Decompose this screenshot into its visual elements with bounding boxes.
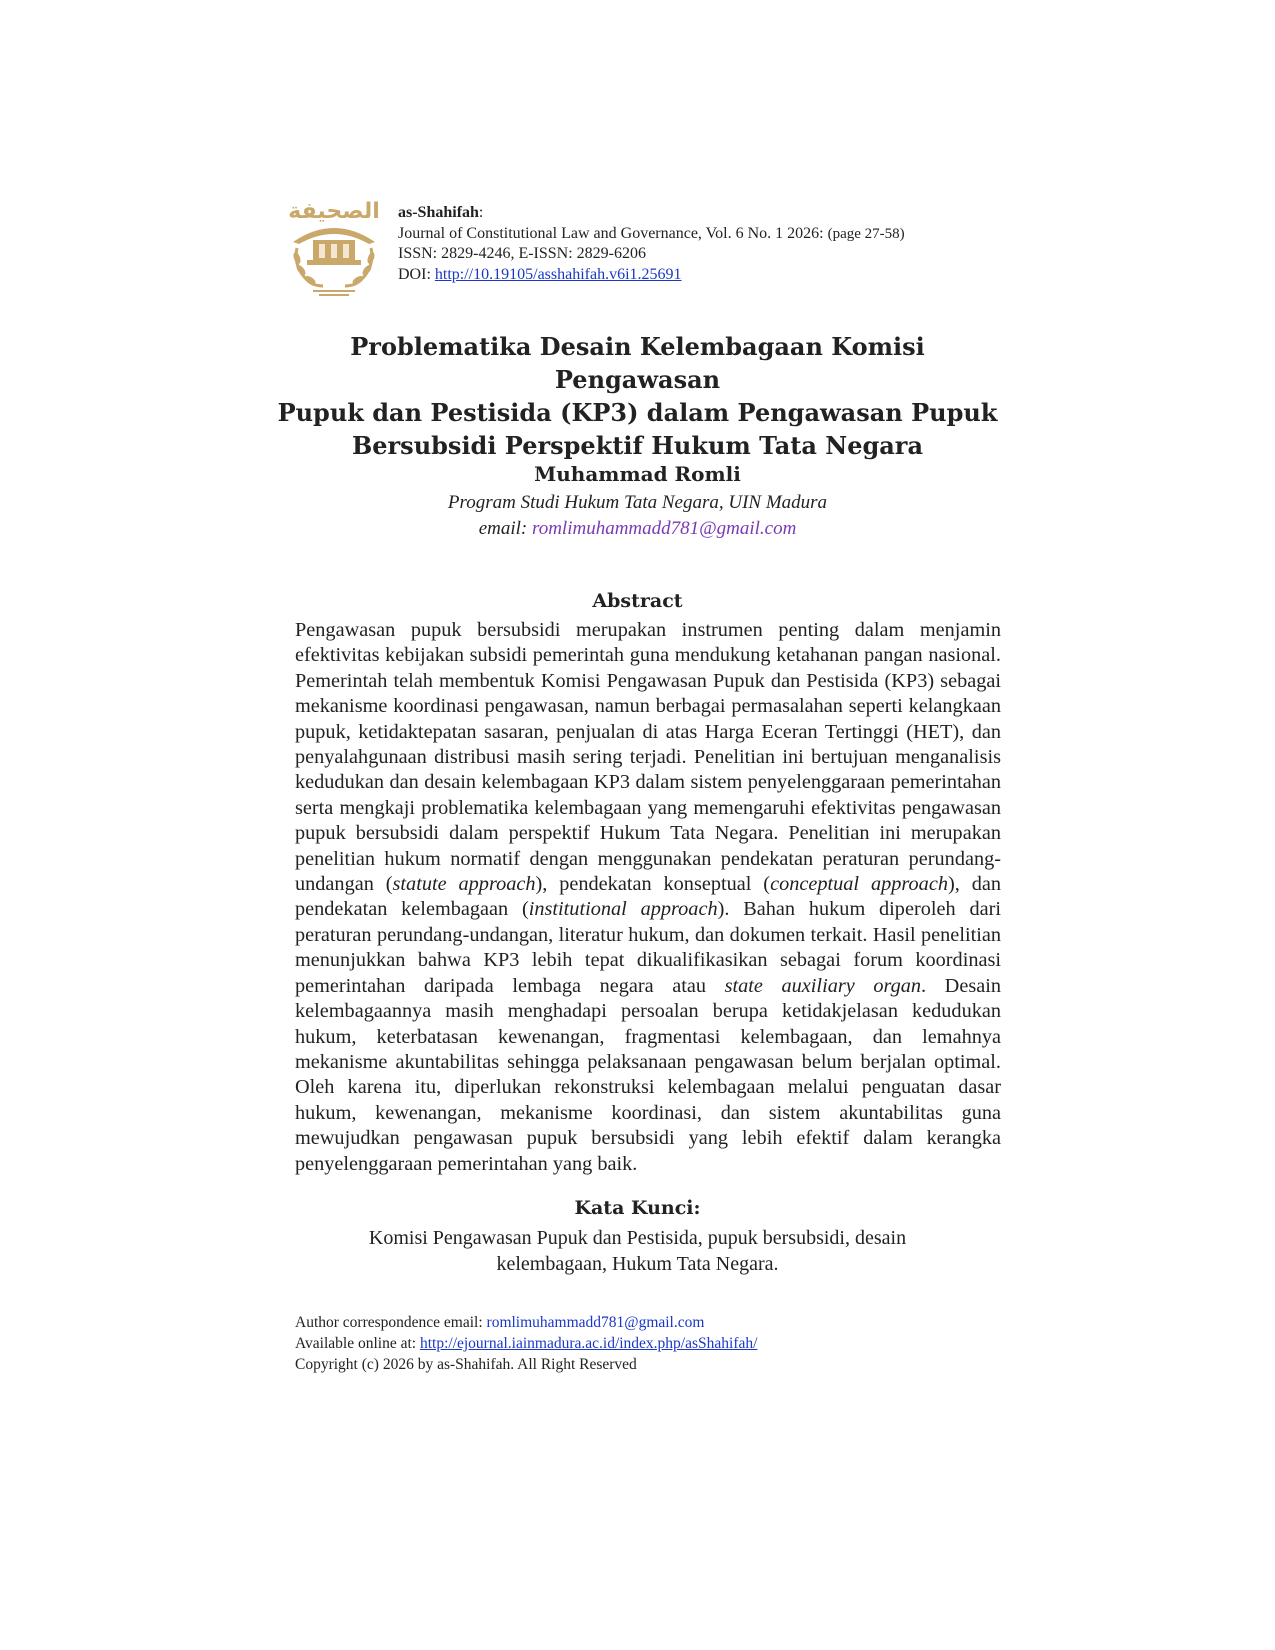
available-online-line [295,1333,995,1354]
abstract-italic-term: state auxiliary organ [724,974,922,997]
title-line: Problematika Desain Kelembagaan Komisi Pengawasan [350,332,925,394]
journal-pages: (page 27-58) [827,225,905,242]
logo-arabic-text: الصحيفة [288,199,380,224]
keywords-heading: Kata Kunci: [574,1197,701,1219]
journal-name-suffix: : [478,204,484,221]
author-name: Muhammad Romli [534,462,741,486]
journal-url-link[interactable]: http://ejournal.iainmadura.ac.id/index.php/asShahifah/ [419,1335,758,1352]
page-footer [295,1312,995,1375]
correspondence-email-link[interactable]: romlimuhammadd781@gmail.com [486,1314,705,1331]
doi-label: DOI: [398,265,435,283]
author-email-link[interactable]: romlimuhammadd781@gmail.com [532,518,797,539]
journal-header [398,203,1018,285]
correspondence-label: Author correspondence email: [295,1314,487,1331]
abstract-italic-term: institutional approach [528,898,718,921]
journal-name-line [398,203,1018,224]
abstract-body [295,618,1001,1177]
abstract-italic-term: conceptual approach [770,873,948,896]
keywords-body [320,1225,955,1277]
copyright-text: Copyright (c) 2026 by as-Shahifah. All Right Reserved [295,1356,637,1373]
abstract-text: ). Bahan hukum diperoleh dari peraturan perundang-undangan, literatur hukum, dan dokumen terkait. Hasil penelitian menunjukkan bahwa KP3 lebih tepat dikualifikasikan sebagai forum koordinasi pemerintahan daripada lembaga negara atau [295,898,1001,997]
abstract-text: ), pendekatan konseptual ( [535,873,771,896]
abstract-text: Pengawasan pupuk bersubsidi merupakan instrumen penting dalam menjamin efektivitas kebijakan subsidi pemerintah guna mendukung ketahanan pangan nasional. Pemerintah telah membentuk Komisi Pengawasan Pupuk dan Pestisida (KP3) sebagai mekanisme koordinasi pengawasan, namun berbagai permasalahan seperti kelangkaan pupuk, ketidaktepatan sasaran, penjualan di atas Harga Eceran Tertinggi (HET), dan penyalahgunaan distribusi masih sering terjadi. Penelitian ini bertujuan menganalisis kedudukan dan desain kelembagaan KP3 dalam sistem penyelenggaraan pemerintahan serta mengkaji problematika kelembagaan yang memengaruhi efektivitas pengawasan pupuk bersubsidi dalam perspektif Hukum Tata Negara. Penelitian ini merupakan penelitian hukum normatif dengan menggunakan pendekatan peraturan perundang-undangan ( [295,619,1001,896]
journal-issn: ISSN: 2829-4246, E-ISSN: 2829-6206 [398,245,647,262]
author-affiliation-block [300,490,975,542]
journal-logo-emblem-icon [283,196,385,298]
title-line: Pupuk dan Pestisida (KP3) dalam Pengawasan Pupuk [277,398,998,427]
journal-volume: Journal of Constitutional Law and Governance, Vol. 6 No. 1 2026: [398,224,824,242]
journal-doi-line [398,265,1018,286]
journal-logo [283,196,385,298]
journal-name: as-Shahifah [398,204,479,221]
keywords-line: Komisi Pengawasan Pupuk dan Pestisida, pupuk bersubsidi, desain [368,1227,907,1249]
email-label: email: [478,518,532,539]
doi-link[interactable]: http://10.19105/asshahifah.v6i1.25691 [434,265,682,283]
paper-title [270,330,1005,462]
available-label: Available online at: [295,1335,420,1352]
author-affiliation: Program Studi Hukum Tata Negara, UIN Madura [447,492,828,513]
journal-volume-line [398,224,1018,245]
abstract-text: . Desain kelembagaannya masih menghadapi persoalan berupa ketidakjelasan kedudukan hukum, keterbatasan kewenangan, fragmentasi kelembagaan, dan lemahnya mekanisme akuntabilitas sehingga pelaksanaan pengawasan belum berjalan optimal. Oleh karena itu, diperlukan rekonstruksi kelembagaan melalui penguatan dasar hukum, kewenangan, mekanisme koordinasi, dan sistem akuntabilitas guna mewujudkan pengawasan pupuk bersubsidi yang lebih efektif dalam kerangka penyelenggaraan pemerintahan yang baik. [295,974,1002,1175]
correspondence-line [295,1312,995,1333]
title-line: Bersubsidi Perspektif Hukum Tata Negara [351,431,923,460]
author-email-line [300,516,975,542]
abstract-text: ), dan pendekatan kelembagaan ( [295,873,1001,921]
abstract-heading: Abstract [592,590,683,612]
keywords-line: kelembagaan, Hukum Tata Negara. [496,1253,779,1275]
abstract-italic-term: statute approach [392,873,536,896]
